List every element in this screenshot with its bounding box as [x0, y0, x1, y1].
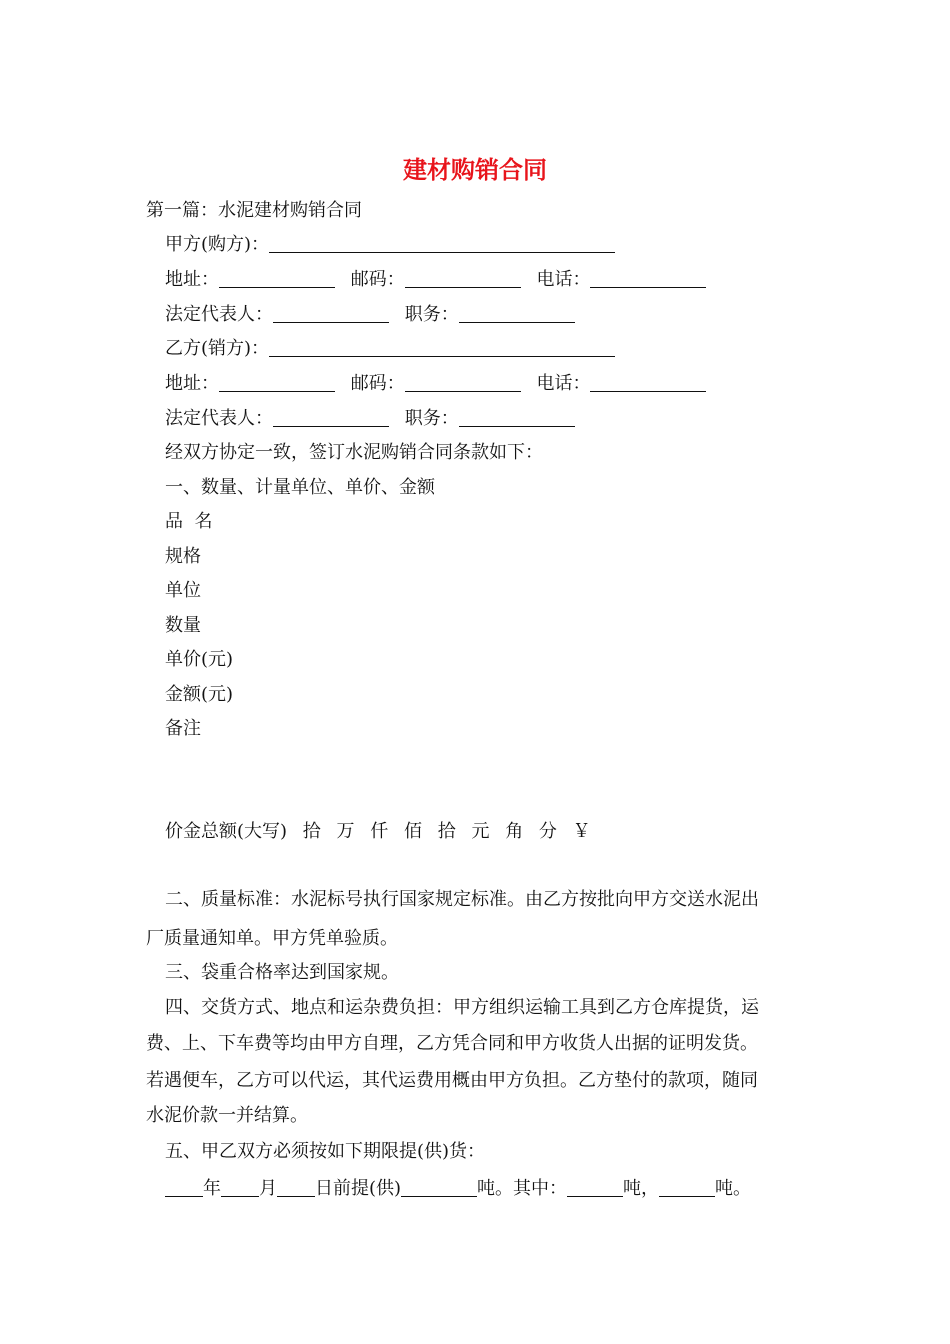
section-2-line-1: 二、质量标准：水泥标号执行国家规定标准。由乙方按批向甲方交送水泥出 — [165, 889, 759, 910]
party-b-address-blank[interactable] — [219, 373, 335, 392]
position-label: 职务： — [404, 304, 459, 325]
field-product-name: 品 名 — [165, 511, 213, 532]
party-a-label: 甲方(购方)： — [165, 234, 270, 255]
party-b-line — [165, 337, 615, 361]
section-5-heading: 五、甲乙双方必须按如下期限提(供)货： — [165, 1141, 486, 1162]
legal-rep-label: 法定代表人： — [165, 408, 273, 429]
party-a-address-blank[interactable] — [219, 269, 335, 288]
section-3: 三、袋重合格率达到国家规。 — [165, 962, 399, 983]
year-label: 年 — [203, 1178, 221, 1199]
party-b-position-blank[interactable] — [459, 408, 575, 427]
unit-yuan: 元 — [471, 821, 490, 842]
day-label: 日前提(供) — [315, 1178, 402, 1199]
subtitle: 第一篇：水泥建材购销合同 — [146, 200, 362, 221]
field-spec: 规格 — [165, 546, 201, 567]
tons-a-label: 吨， — [623, 1178, 660, 1199]
tons-a-blank[interactable] — [567, 1178, 623, 1197]
delivery-schedule-line — [165, 1177, 751, 1201]
month-blank[interactable] — [221, 1178, 259, 1197]
tons-b-blank[interactable] — [659, 1178, 715, 1197]
party-a-postcode-blank[interactable] — [405, 269, 521, 288]
party-b-label: 乙方(销方)： — [165, 338, 270, 359]
phone-label: 电话： — [536, 373, 591, 394]
address-label: 地址： — [165, 269, 219, 290]
unit-bai: 佰 — [403, 821, 422, 842]
party-a-phone-blank[interactable] — [590, 269, 706, 288]
party-b-contact-line — [165, 372, 706, 396]
tons-b-label: 吨。 — [715, 1178, 752, 1199]
month-label: 月 — [259, 1178, 277, 1199]
unit-shi: 拾 — [302, 821, 321, 842]
year-blank[interactable] — [165, 1178, 203, 1197]
day-blank[interactable] — [277, 1178, 315, 1197]
address-label: 地址： — [165, 373, 219, 394]
field-amount: 金额(元) — [165, 684, 234, 705]
section-2-line-2: 厂质量通知单。甲方凭单验质。 — [146, 928, 398, 949]
agreement-statement: 经双方协定一致，签订水泥购销合同条款如下： — [165, 442, 543, 463]
section-4-line-2: 费、上、下车费等均由甲方自理，乙方凭合同和甲方收货人出据的证明发货。 — [146, 1033, 758, 1054]
party-a-blank[interactable] — [269, 234, 615, 253]
section-1-heading: 一、数量、计量单位、单价、金额 — [165, 477, 435, 498]
party-b-phone-blank[interactable] — [590, 373, 706, 392]
party-a-contact-line — [165, 268, 706, 292]
total-label: 价金总额(大写) — [165, 821, 288, 842]
party-b-postcode-blank[interactable] — [405, 373, 521, 392]
total-amount-line — [165, 820, 601, 844]
party-b-blank[interactable] — [269, 338, 615, 357]
document-title: 建材购销合同 — [403, 156, 547, 184]
currency-symbol: ￥ — [572, 821, 591, 842]
postcode-label: 邮码： — [350, 269, 405, 290]
party-a-rep-blank[interactable] — [273, 304, 389, 323]
postcode-label: 邮码： — [350, 373, 405, 394]
legal-rep-label: 法定代表人： — [165, 304, 273, 325]
field-unit: 单位 — [165, 580, 201, 601]
party-a-position-blank[interactable] — [459, 304, 575, 323]
section-4-line-4: 水泥价款一并结算。 — [146, 1105, 308, 1126]
section-4-line-3: 若遇便车，乙方可以代运，其代运费用概由甲方负担。乙方垫付的款项，随同 — [146, 1070, 758, 1091]
field-quantity: 数量 — [165, 615, 201, 636]
phone-label: 电话： — [536, 269, 591, 290]
unit-wan: 万 — [336, 821, 355, 842]
field-remarks: 备注 — [165, 718, 201, 739]
section-4-line-1: 四、交货方式、地点和运杂费负担：甲方组织运输工具到乙方仓库提货，运 — [165, 997, 759, 1018]
position-label: 职务： — [404, 408, 459, 429]
party-a-line — [165, 233, 615, 257]
field-unit-price: 单价(元) — [165, 649, 234, 670]
total-tons-blank[interactable] — [401, 1178, 477, 1197]
party-a-rep-line — [165, 303, 575, 327]
party-b-rep-line — [165, 407, 575, 431]
party-b-rep-blank[interactable] — [273, 408, 389, 427]
unit-jiao: 角 — [505, 821, 524, 842]
unit-qian: 仟 — [370, 821, 389, 842]
unit-fen: 分 — [538, 821, 557, 842]
unit-shi-2: 拾 — [437, 821, 456, 842]
total-tons-label: 吨。其中： — [477, 1178, 568, 1199]
